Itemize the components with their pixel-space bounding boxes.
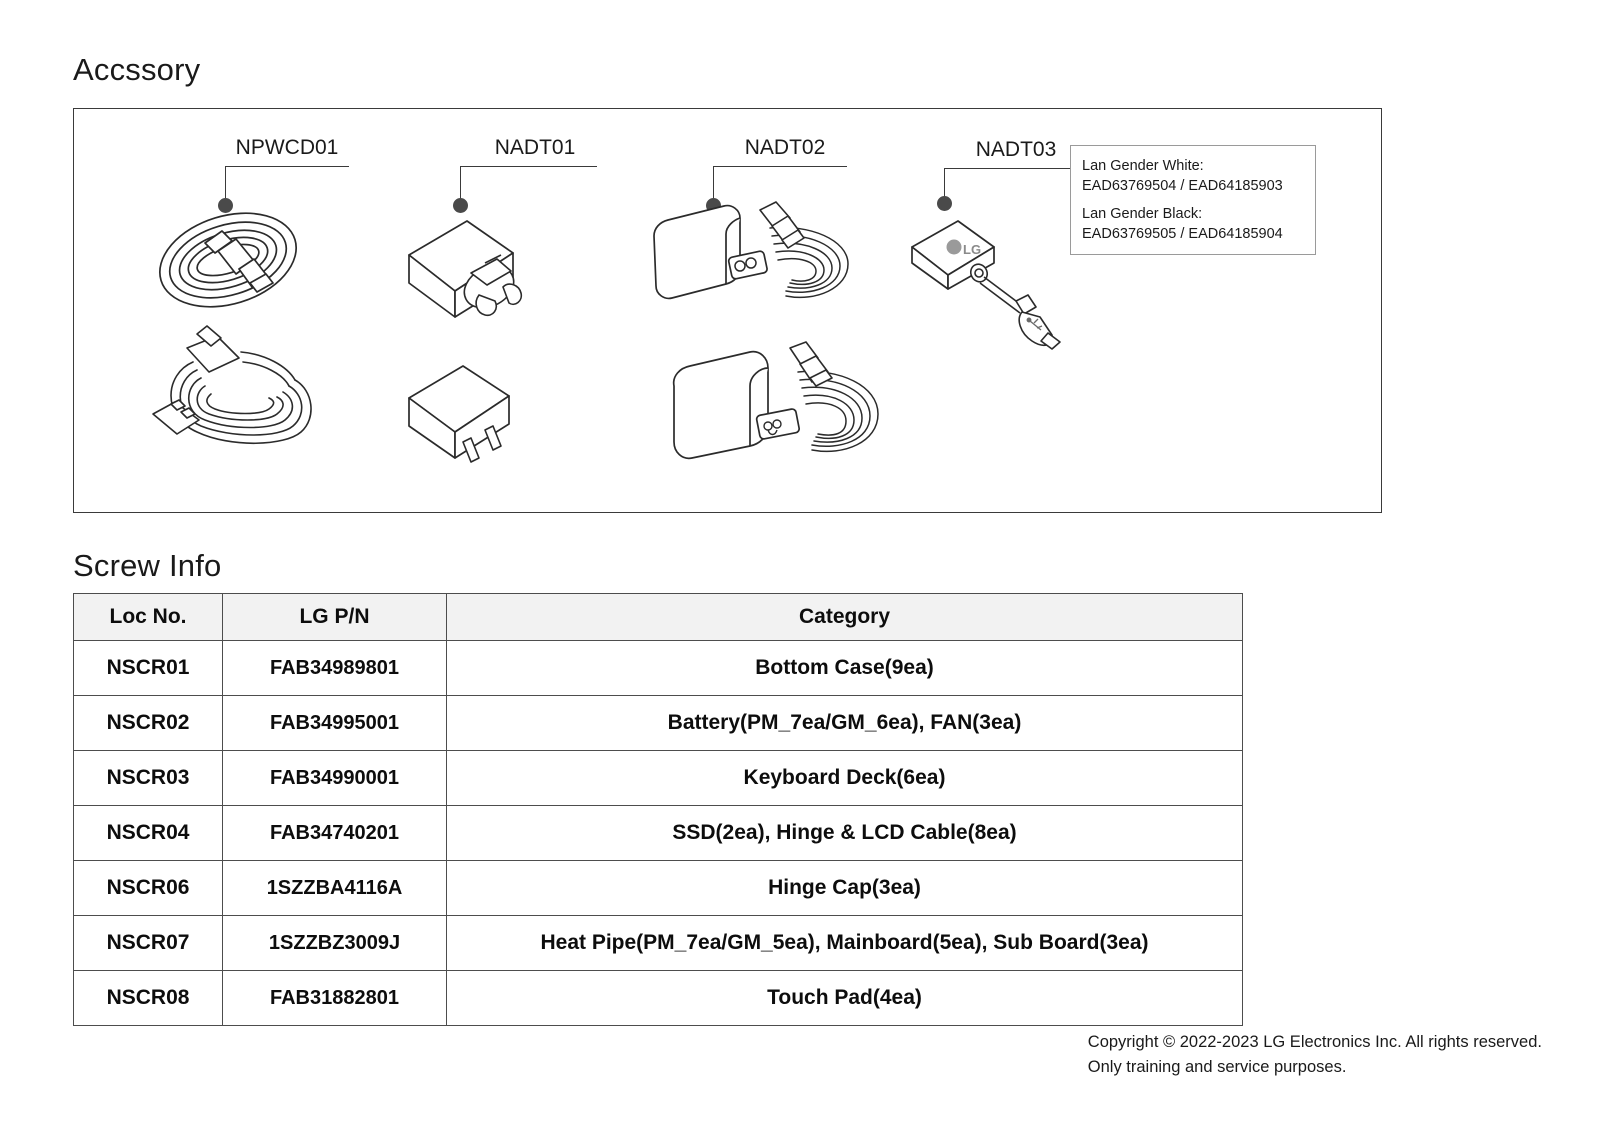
cell-lg-pn: FAB34990001 [223, 751, 447, 806]
column-header-category: Category [447, 594, 1243, 641]
cell-loc-no: NSCR02 [74, 696, 223, 751]
cell-lg-pn: FAB34989801 [223, 641, 447, 696]
lan-gender-info-box [1070, 145, 1316, 255]
callout-label-npwcd01: NPWCD01 [235, 136, 339, 159]
cell-category: Keyboard Deck(6ea) [447, 751, 1243, 806]
table-row [74, 696, 1243, 751]
callout-dot [937, 196, 952, 211]
lan-gender-black-part-numbers: EAD63769505 / EAD64185904 [1082, 226, 1283, 242]
cell-category: Hinge Cap(3ea) [447, 861, 1243, 916]
callout-underline [713, 166, 847, 167]
cell-category: Touch Pad(4ea) [447, 971, 1243, 1026]
column-header-loc-no: Loc No. [74, 594, 223, 641]
cell-category: Heat Pipe(PM_7ea/GM_5ea), Mainboard(5ea), Sub Board(3ea) [447, 916, 1243, 971]
table-row [74, 641, 1243, 696]
ac-power-cord-icon [145, 320, 345, 485]
power-brick-variant-icon [668, 340, 888, 475]
cell-loc-no: NSCR07 [74, 916, 223, 971]
cell-lg-pn: FAB34995001 [223, 696, 447, 751]
cell-lg-pn: FAB31882801 [223, 971, 447, 1026]
screw-info-table [73, 593, 1243, 1026]
callout-label-nadt02: NADT02 [744, 136, 826, 159]
cell-lg-pn: FAB34740201 [223, 806, 447, 861]
callout-label-nadt03: NADT03 [975, 138, 1057, 161]
callout-label-nadt01: NADT01 [494, 136, 576, 159]
svg-text:LG: LG [963, 242, 982, 257]
lan-gender-black-label: Lan Gender Black: [1082, 206, 1203, 222]
callout-underline [944, 168, 1078, 169]
lan-gender-white-part-numbers: EAD63769504 / EAD64185903 [1082, 178, 1283, 194]
copyright-line-2: Only training and service purposes. [1087, 1058, 1347, 1076]
cell-loc-no: NSCR06 [74, 861, 223, 916]
table-row [74, 971, 1243, 1026]
power-cable-icon [150, 195, 340, 325]
table-row [74, 916, 1243, 971]
cell-category: Bottom Case(9ea) [447, 641, 1243, 696]
cell-category: Battery(PM_7ea/GM_6ea), FAN(3ea) [447, 696, 1243, 751]
cell-lg-pn: 1SZZBZ3009J [223, 916, 447, 971]
cell-loc-no: NSCR04 [74, 806, 223, 861]
power-brick-icon [650, 198, 870, 318]
copyright-footer [1088, 1030, 1542, 1080]
table-row [74, 806, 1243, 861]
spacer [1082, 196, 1304, 204]
column-header-lg-pn: LG P/N [223, 594, 447, 641]
lan-gender-white-label: Lan Gender White: [1082, 158, 1204, 174]
table-header-row [74, 594, 1243, 641]
page-title-accessory: Accssory [73, 52, 201, 87]
wall-adapter-us-icon [405, 362, 530, 472]
cell-category: SSD(2ea), Hinge & LCD Cable(8ea) [447, 806, 1243, 861]
copyright-line-1: Copyright © 2022-2023 LG Electronics Inc. All rights reserved. [1087, 1033, 1542, 1051]
wall-adapter-icon [405, 215, 535, 335]
table-row [74, 861, 1243, 916]
callout-underline [225, 166, 349, 167]
callout-dot [453, 198, 468, 213]
page-title-screw-info: Screw Info [73, 548, 222, 583]
callout-underline [460, 166, 597, 167]
table-row [74, 751, 1243, 806]
lan-gender-adapter-icon [910, 215, 1070, 350]
cell-loc-no: NSCR03 [74, 751, 223, 806]
cell-loc-no: NSCR01 [74, 641, 223, 696]
cell-loc-no: NSCR08 [74, 971, 223, 1026]
cell-lg-pn: 1SZZBA4116A [223, 861, 447, 916]
